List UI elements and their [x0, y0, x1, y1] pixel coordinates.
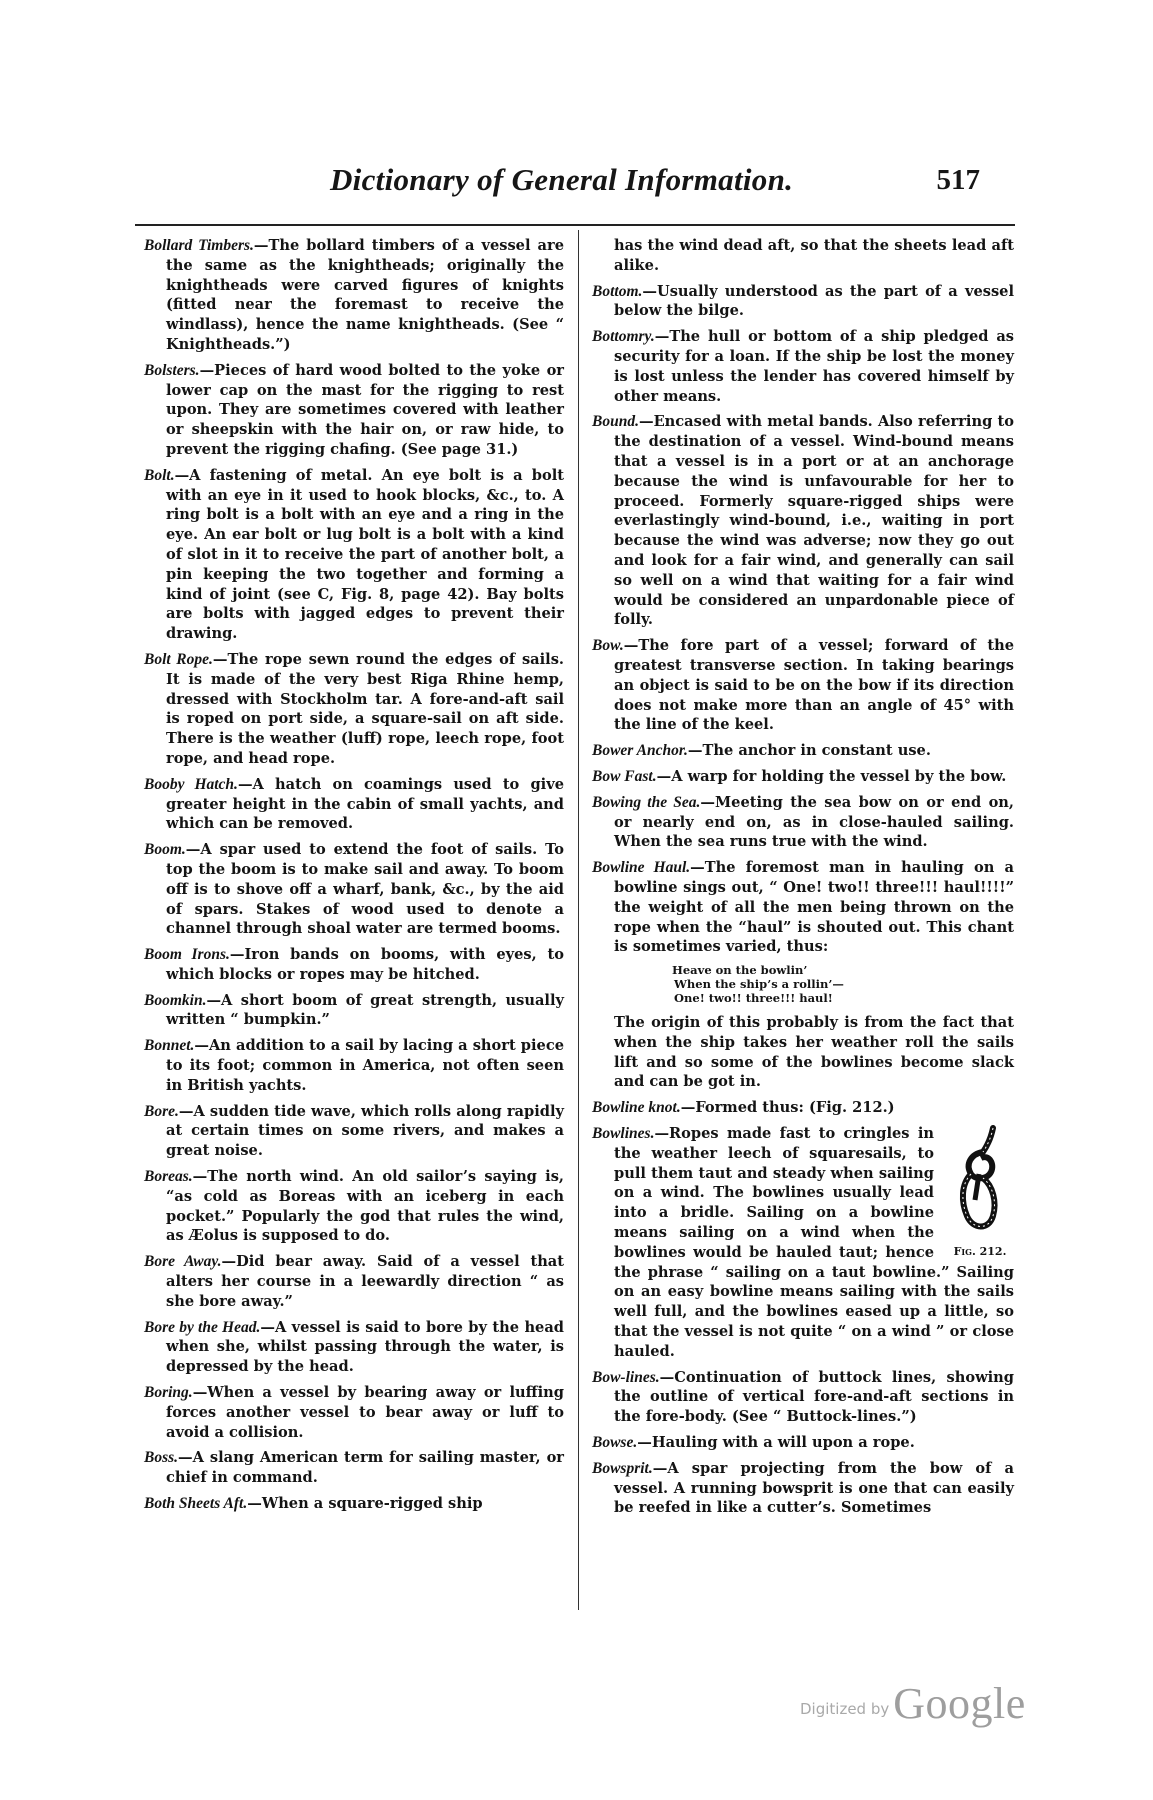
entry-term: Bowsprit.: [592, 1459, 653, 1477]
entry-text: —A fastening of metal. An eye bolt is a bolt with an eye in it used to hook blocks, &c., to. A ring bolt is a bolt with an eye and a ring in the eye. An ear bolt or lug bolt is a bolt with a kind of slot in it to receive the part of another bolt, a pin keeping the two together and forming a kind of joint (see C, Fig. 8, page 42). Bay bolts are bolts with jagged edges to prevent their drawing.: [166, 466, 564, 643]
dictionary-entry: [144, 1102, 564, 1161]
entry-text: —The rope sewn round the edges of sails. It is made of the very best Riga Rhine hemp, dressed with Stockholm tar. A fore-and-aft sail is roped on port side, a square-sail on aft side. There is the weather (luff) rope, leech rope, foot rope, and head rope.: [166, 650, 565, 767]
entry-term: Bore Away.: [144, 1253, 222, 1271]
entry-text: —The north wind. An old sailor’s saying is, “as cold as Boreas with an iceberg in each pocket.” Popularly the god that rules the wind, as Æolus is supposed to do.: [166, 1168, 564, 1245]
dictionary-entry: [144, 1252, 564, 1311]
entry-term: Bore.: [144, 1102, 179, 1120]
page-number: 517: [936, 164, 980, 196]
entry-term: Bollard Timbers.: [144, 237, 254, 254]
verse-line: When the ship’s a rollin’—: [674, 977, 844, 992]
dictionary-entry: [592, 636, 1014, 735]
dictionary-entry: [144, 1167, 564, 1246]
entry-term: Bow Fast.: [592, 767, 657, 785]
entry-text: —Usually understood as the part of a vessel below the bilge.: [614, 282, 1014, 320]
entry-term: Bonnet.: [144, 1037, 195, 1055]
entry-term: Boom Irons.: [144, 946, 230, 964]
entry-text: —A short boom of great strength, usually written “ bumpkin.”: [166, 991, 564, 1029]
dictionary-entry: [144, 1383, 564, 1442]
entry-text: —A slang American term for sailing master, or chief in command.: [166, 1449, 564, 1487]
entry-term: Bow-lines.: [592, 1368, 660, 1386]
dictionary-entry: [144, 466, 564, 644]
entry-term: Bowlines.: [592, 1125, 655, 1143]
dictionary-entry: [592, 1433, 1014, 1453]
dictionary-entry: [144, 1494, 564, 1514]
column-divider: [578, 230, 579, 1610]
entry-term: Bolt Rope.: [144, 650, 213, 668]
entry-term: Bowline Haul.: [592, 859, 691, 877]
entry-term: Bound.: [592, 413, 639, 431]
left-column: [144, 236, 564, 1520]
entry-term: Both Sheets Aft.: [144, 1495, 248, 1513]
dictionary-entry: [144, 1448, 564, 1488]
dictionary-entry: [144, 775, 564, 834]
verse-line: One! two!! three!!! haul!: [674, 991, 833, 1006]
entry-text: —The fore part of a vessel; forward of the greatest transverse section. In taking bearings an object is said to be on the bow if its direction does not make more than an angle of 45° with the line of the keel.: [614, 637, 1014, 734]
running-title: Dictionary of General Information.: [330, 162, 794, 197]
dictionary-entry: [592, 1459, 1014, 1518]
dictionary-entry: [592, 741, 1014, 761]
dictionary-entry: [592, 858, 1014, 957]
entry-term: Bower Anchor.: [592, 742, 688, 760]
entry-text: —Continuation of buttock lines, showing the outline of vertical fore-and-aft sections in the fore-body. (See “ Buttock-lines.”): [614, 1368, 1014, 1426]
dictionary-entry: [592, 282, 1014, 322]
entry-text: —Formed thus: (Fig. 212.): [680, 1099, 895, 1117]
dictionary-entry: [144, 236, 564, 355]
entry-text: —The bollard timbers of a vessel are the same as the knightheads; originally the knightheads were carved figures of knights (fitted near the foremast to receive the windlass), hence the name knightheads. (See “ Knightheads.”): [166, 237, 564, 353]
digitized-watermark: [800, 1678, 1026, 1729]
dictionary-entry: [144, 840, 564, 939]
entry-term: Bottomry.: [592, 328, 655, 346]
entry-text: —Iron bands on booms, with eyes, to which blocks or ropes may be hitched.: [166, 946, 564, 983]
entry-text: —Hauling with a will upon a rope.: [637, 1434, 915, 1452]
entry-term: Boom.: [144, 841, 186, 859]
dictionary-entry: [144, 650, 564, 769]
entry-term: Bowing the Sea.: [592, 793, 701, 811]
entry-text: —Ropes made fast to cringles in the weather leech of squaresails, to pull them taut and steady when sailing on a wind. The bowlines usually lead into a bridle. Sailing on a bowline means sailing on a wind when the bowlines would be hauled taut; hence the phrase “ sailing on a taut bowline.” Sailing on an easy bowline means sailing with the sails well full, and the bowlines eased up a little, so that the vessel is not quite “ on a wind ” or close hauled.: [614, 1125, 1014, 1360]
entry-term: Bowse.: [592, 1434, 638, 1452]
entry-text: —A sudden tide wave, which rolls along rapidly at certain times on some rivers, and makes a great noise.: [166, 1102, 564, 1160]
dictionary-entry: [144, 1318, 564, 1377]
entry-text: —Did bear away. Said of a vessel that alters her course in a leewardly direction “ as she bore away.”: [166, 1253, 564, 1310]
entry-term: Bottom.: [592, 282, 643, 300]
entry-text: —Encased with metal bands. Also referring to the destination of a vessel. Wind-bound means that a vessel is in a port or at an anchorage because the wind is unfavourable for her to proceed. Formerly square-rigged ships were everlastingly wind-bound, i.e., waiting in port because the wind was adverse; now they go out and look for a fair wind, and generally can sail so well on a wind that waiting for a fair wind would be considered an unpardonable piece of folly.: [614, 413, 1014, 629]
dictionary-entry: [592, 412, 1014, 630]
dictionary-entry: [144, 1036, 564, 1095]
dictionary-entry: [592, 1098, 1014, 1118]
continued-text: has the wind dead aft, so that the sheets lead aft alike.: [614, 237, 1014, 274]
entry-text: —When a square-rigged ship: [247, 1495, 483, 1513]
figure-212: [940, 1124, 1020, 1262]
figure-caption: Fig. 212.: [953, 1245, 1007, 1259]
entry-text: —The foremost man in hauling on a bowline sings out, “ One! two!! three!!! haul!!!!” the weight of all the men being thrown on the rope when the “haul” is shouted out. This chant is sometimes varied, thus:: [614, 859, 1014, 956]
page-header: [330, 160, 980, 210]
entry-term: Bolsters.: [144, 361, 200, 379]
dictionary-entry: [144, 361, 564, 460]
watermark-prefix: Digitized by: [800, 1700, 890, 1718]
dictionary-entry: [592, 1368, 1014, 1427]
entry-text: —When a vessel by bearing away or luffing forces another vessel to bear away or luff to avoid a collision.: [166, 1384, 564, 1441]
verse-line: Heave on the bowlin’: [672, 963, 808, 978]
entry-text: —The hull or bottom of a ship pledged as security for a loan. If the ship be lost the money is lost unless the lender has covered himself by other means.: [614, 328, 1014, 405]
dictionary-entry: [592, 767, 1014, 787]
header-rule: [135, 224, 1015, 226]
entry-text: —Pieces of hard wood bolted to the yoke or lower cap on the mast for the rigging to rest upon. They are sometimes covered with leather or sheepskin with the hair on, or raw hide, to prevent the rigging chafing. (See page 31.): [166, 361, 564, 458]
entry-term: Booby Hatch.: [144, 775, 238, 793]
bowline-knot-icon: [953, 1124, 1007, 1244]
verse-followup: The origin of this probably is from the fact that when the ship takes her weather roll the sails lift and so some of the bowlines become slack and can be got in.: [614, 1014, 1014, 1091]
entry-text: —Meeting the sea bow on or end on, or nearly end on, as in close-hauled sailing. When the sea runs true with the wind.: [614, 793, 1014, 851]
entry-term: Bore by the Head.: [144, 1318, 261, 1336]
chant-verse: [672, 963, 1014, 1005]
entry-text: —The anchor in constant use.: [687, 742, 931, 760]
entry-term: Boomkin.: [144, 991, 207, 1009]
entry-text: —A hatch on coamings used to give greater height in the cabin of small yachts, and which can be removed.: [166, 775, 564, 833]
dictionary-entry: [592, 327, 1014, 406]
entry-text: —An addition to a sail by lacing a short piece to its foot; common in America, not often seen in British yachts.: [166, 1037, 564, 1094]
entry-text: —A warp for holding the vessel by the bow.: [656, 767, 1007, 785]
entry-term: Bow.: [592, 637, 624, 655]
entry-term: Bowline knot.: [592, 1099, 681, 1117]
dictionary-entry: [144, 991, 564, 1031]
entry-term: Bolt.: [144, 466, 175, 484]
entry-term: Boreas.: [144, 1168, 193, 1186]
right-column: [592, 236, 1014, 1524]
entry-term: Boss.: [144, 1449, 179, 1467]
google-logo-text: Google: [893, 1679, 1026, 1728]
dictionary-entry: [592, 793, 1014, 852]
entry-text: —A spar used to extend the foot of sails. To top the boom is to make sail and away. To boom off is to shove off a wharf, bank, &c., by the aid of spars. Stakes of wood used to denote a channel through shoal water are termed booms.: [166, 841, 564, 938]
entry-text: —A spar projecting from the bow of a vessel. A running bowsprit is one that can easily be reefed in like a cutter’s. Sometimes: [614, 1459, 1014, 1517]
entry-term: Boring.: [144, 1384, 193, 1402]
entry-text: —A vessel is said to bore by the head when she, whilst passing through the water, is depressed by the head.: [166, 1318, 564, 1376]
dictionary-entry: [144, 945, 564, 985]
